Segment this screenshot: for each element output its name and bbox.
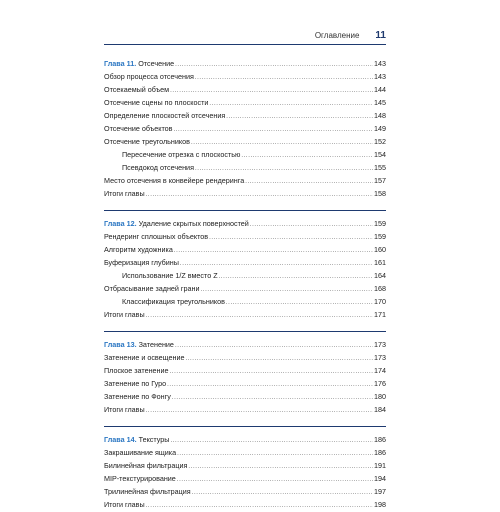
page-header [104, 30, 386, 42]
toc-entry-title: Закрашивание ящика [104, 448, 177, 457]
toc-entry-page: 157 [374, 176, 386, 185]
chapter-heading-text [104, 434, 169, 446]
toc-entry-title: Буферизация глубины [104, 258, 179, 267]
running-head-section: Оглавление [314, 31, 360, 40]
toc-entry-title: Псевдокод отсечения [122, 163, 194, 172]
leader-dots [195, 163, 373, 175]
leader-dots [185, 353, 373, 365]
leader-dots [245, 176, 373, 188]
toc-entry-page: 174 [374, 366, 386, 375]
chapter-page-number: 173 [374, 340, 386, 349]
table-of-contents [104, 58, 386, 512]
leader-dots [219, 271, 373, 283]
toc-entry-title: Место отсечения в конвейере рендеринга [104, 176, 245, 185]
toc-entry-page: 197 [374, 487, 386, 496]
leader-dots [241, 150, 373, 162]
header-divider [104, 44, 386, 45]
toc-entry-title: Пересечение отрезка с плоскостью [122, 150, 241, 159]
leader-dots [146, 189, 373, 201]
toc-entry-page: 198 [374, 500, 386, 509]
toc-entry-title: Алгоритм художника [104, 245, 173, 254]
toc-entry-page: 149 [374, 124, 386, 133]
toc-entry[interactable] [104, 365, 386, 378]
chapter-heading[interactable] [104, 218, 386, 231]
toc-entry[interactable] [104, 162, 386, 175]
chapter-title: Текстуры [136, 435, 170, 444]
toc-entry[interactable] [104, 486, 386, 499]
toc-entry[interactable] [104, 499, 386, 512]
toc-entry-page: 152 [374, 137, 386, 146]
toc-entry[interactable] [104, 257, 386, 270]
toc-entry-page: 180 [374, 392, 386, 401]
toc-entry-title: Обзор процесса отсечения [104, 72, 194, 81]
leader-dots [195, 72, 373, 84]
toc-entry-title: Плоское затенение [104, 366, 169, 375]
chapter-heading[interactable] [104, 58, 386, 71]
chapter-page-number: 186 [374, 435, 386, 444]
leader-dots [174, 245, 373, 257]
leader-dots [177, 474, 373, 486]
leader-dots [175, 59, 373, 71]
toc-entry-title: Затенение по Фонгу [104, 392, 171, 401]
chapter-title: Отсечение [136, 59, 175, 68]
leader-dots [174, 124, 374, 136]
toc-entry-page: 161 [374, 258, 386, 267]
toc-entry-page: 176 [374, 379, 386, 388]
toc-entry[interactable] [104, 175, 386, 188]
leader-dots [146, 500, 373, 512]
toc-entry-page: 143 [374, 72, 386, 81]
toc-entry[interactable] [104, 391, 386, 404]
chapter-section [104, 339, 386, 417]
toc-entry-page: 160 [374, 245, 386, 254]
toc-entry-title: Итоги главы [104, 500, 145, 509]
toc-entry-title: Использование 1/Z вместо Z [122, 271, 218, 280]
toc-entry-page: 154 [374, 150, 386, 159]
toc-entry-page: 173 [374, 353, 386, 362]
toc-entry[interactable] [104, 283, 386, 296]
chapter-section [104, 218, 386, 322]
chapter-page-number: 159 [374, 219, 386, 228]
toc-entry[interactable] [104, 447, 386, 460]
toc-entry-page: 158 [374, 189, 386, 198]
toc-entry-page: 184 [374, 405, 386, 414]
toc-entry[interactable] [104, 270, 386, 283]
leader-dots [201, 284, 373, 296]
chapter-section [104, 434, 386, 512]
leader-dots [250, 219, 373, 231]
leader-dots [170, 85, 373, 97]
toc-entry[interactable] [104, 460, 386, 473]
toc-entry-title: Билинейная фильтрация [104, 461, 188, 470]
toc-entry[interactable] [104, 231, 386, 244]
toc-entry[interactable] [104, 378, 386, 391]
chapter-section [104, 58, 386, 201]
chapter-heading[interactable] [104, 339, 386, 352]
chapter-title: Затенение [136, 340, 174, 349]
chapter-label: Глава 14. [104, 435, 137, 444]
toc-entry-page: 159 [374, 232, 386, 241]
leader-dots [177, 448, 373, 460]
toc-entry[interactable] [104, 71, 386, 84]
toc-entry[interactable] [104, 352, 386, 365]
toc-entry-page: 145 [374, 98, 386, 107]
toc-entry-title: Итоги главы [104, 405, 145, 414]
chapter-divider [104, 426, 386, 427]
chapter-label: Глава 11. [104, 59, 137, 68]
toc-entry-title: Итоги главы [104, 310, 145, 319]
chapter-divider [104, 210, 386, 211]
toc-entry-page: 186 [374, 448, 386, 457]
toc-entry-title: Отсечение объектов [104, 124, 173, 133]
toc-entry-title: MIP-текстурирование [104, 474, 176, 483]
toc-entry[interactable] [104, 188, 386, 201]
leader-dots [226, 297, 373, 309]
leader-dots [209, 232, 373, 244]
chapter-heading-text [104, 339, 174, 351]
toc-entry-title: Затенение и освещение [104, 353, 185, 362]
leader-dots [167, 379, 373, 391]
toc-entry-title: Классификация треугольников [122, 297, 225, 306]
toc-entry[interactable] [104, 244, 386, 257]
toc-entry-title: Отсечение сцены по плоскости [104, 98, 209, 107]
leader-dots [209, 98, 373, 110]
toc-entry-page: 144 [374, 85, 386, 94]
leader-dots [192, 487, 373, 499]
chapter-label: Глава 13. [104, 340, 137, 349]
toc-entry-title: Отбрасывание задней грани [104, 284, 200, 293]
chapter-divider [104, 331, 386, 332]
toc-entry[interactable] [104, 84, 386, 97]
toc-entry-title: Определение плоскостей отсечения [104, 111, 226, 120]
leader-dots [188, 461, 373, 473]
toc-entry-title: Итоги главы [104, 189, 145, 198]
chapter-heading-text [104, 58, 174, 70]
toc-entry-title: Трилинейная фильтрация [104, 487, 191, 496]
toc-entry[interactable] [104, 473, 386, 486]
leader-dots [146, 310, 373, 322]
toc-entry[interactable] [104, 136, 386, 149]
toc-entry[interactable] [104, 110, 386, 123]
toc-entry[interactable] [104, 149, 386, 162]
toc-entry-page: 168 [374, 284, 386, 293]
toc-entry-page: 171 [374, 310, 386, 319]
toc-entry-title: Отсечение треугольников [104, 137, 190, 146]
toc-entry[interactable] [104, 404, 386, 417]
toc-entry-page: 155 [374, 163, 386, 172]
toc-entry[interactable] [104, 296, 386, 309]
toc-entry-page: 170 [374, 297, 386, 306]
toc-entry[interactable] [104, 123, 386, 136]
leader-dots [191, 137, 373, 149]
chapter-page-number: 143 [374, 59, 386, 68]
leader-dots [172, 392, 373, 404]
chapter-label: Глава 12. [104, 219, 137, 228]
toc-entry[interactable] [104, 309, 386, 322]
toc-entry-title: Затенение по Гуро [104, 379, 167, 388]
chapter-heading[interactable] [104, 434, 386, 447]
leader-dots [180, 258, 373, 270]
toc-entry-page: 194 [374, 474, 386, 483]
leader-dots [170, 366, 373, 378]
leader-dots [226, 111, 373, 123]
page-number: 11 [375, 30, 386, 41]
leader-dots [146, 405, 373, 417]
toc-entry-page: 191 [374, 461, 386, 470]
chapter-title: Удаление скрытых поверхностей [136, 219, 249, 228]
toc-entry-title: Отсекаемый объем [104, 85, 170, 94]
toc-entry-page: 164 [374, 271, 386, 280]
toc-entry-title: Рендеринг сплошных объектов [104, 232, 209, 241]
leader-dots [170, 435, 373, 447]
toc-entry-page: 148 [374, 111, 386, 120]
toc-entry[interactable] [104, 97, 386, 110]
chapter-heading-text [104, 218, 249, 230]
leader-dots [175, 340, 373, 352]
